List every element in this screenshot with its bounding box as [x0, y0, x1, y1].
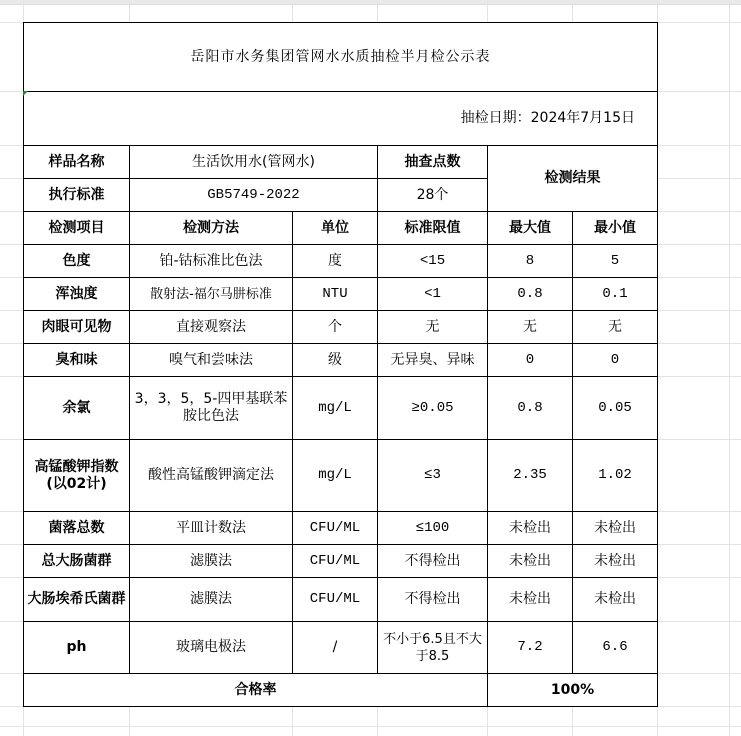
table-row: [24, 578, 658, 622]
cell-item[interactable]: 大肠埃希氏菌群: [24, 578, 130, 622]
table-row: [24, 245, 658, 278]
cell-limit[interactable]: 不得检出: [378, 545, 488, 578]
pass-rate-row: [24, 674, 658, 707]
cell-max[interactable]: 0: [488, 344, 573, 377]
cell-limit[interactable]: ≥0.05: [378, 377, 488, 440]
cell-unit[interactable]: CFU/ML: [293, 512, 378, 545]
cell-method[interactable]: 滤膜法: [130, 578, 293, 622]
pass-rate-value[interactable]: 100%: [488, 674, 658, 707]
sample-name-label[interactable]: 样品名称: [24, 146, 130, 179]
pass-rate-label[interactable]: 合格率: [24, 674, 488, 707]
cell-limit[interactable]: 无异臭、异味: [378, 344, 488, 377]
cell-min[interactable]: 0.1: [573, 278, 658, 311]
cell-min[interactable]: 0.05: [573, 377, 658, 440]
cell-unit[interactable]: CFU/ML: [293, 545, 378, 578]
column-header-item[interactable]: 检测项目: [24, 212, 130, 245]
table-row: [24, 440, 658, 512]
cell-limit[interactable]: ≤3: [378, 440, 488, 512]
cell-max[interactable]: 8: [488, 245, 573, 278]
table-row: [24, 545, 658, 578]
cell-limit[interactable]: <15: [378, 245, 488, 278]
column-header-method[interactable]: 检测方法: [130, 212, 293, 245]
cell-unit[interactable]: CFU/ML: [293, 578, 378, 622]
sample-points-label[interactable]: 抽查点数: [378, 146, 488, 179]
cell-limit[interactable]: 不得检出: [378, 578, 488, 622]
cell-max[interactable]: 2.35: [488, 440, 573, 512]
column-header-min[interactable]: 最小值: [573, 212, 658, 245]
cell-item[interactable]: 菌落总数: [24, 512, 130, 545]
cell-min[interactable]: 未检出: [573, 512, 658, 545]
cell-method[interactable]: 酸性高锰酸钾滴定法: [130, 440, 293, 512]
column-header-unit[interactable]: 单位: [293, 212, 378, 245]
cell-max[interactable]: 0.8: [488, 278, 573, 311]
cell-unit[interactable]: mg/L: [293, 440, 378, 512]
cell-unit[interactable]: 个: [293, 311, 378, 344]
cell-item[interactable]: 余氯: [24, 377, 130, 440]
cell-method[interactable]: 铂-钴标准比色法: [130, 245, 293, 278]
cell-limit[interactable]: 无: [378, 311, 488, 344]
cell-item[interactable]: ph: [24, 622, 130, 674]
cell-method[interactable]: 直接观察法: [130, 311, 293, 344]
table-row: [24, 311, 658, 344]
cell-max[interactable]: 无: [488, 311, 573, 344]
cell-limit[interactable]: <1: [378, 278, 488, 311]
grid-line: [729, 0, 730, 736]
column-header-limit[interactable]: 标准限值: [378, 212, 488, 245]
column-header-row: [24, 212, 658, 245]
cell-unit[interactable]: 级: [293, 344, 378, 377]
table-row: [24, 344, 658, 377]
table-row: [24, 377, 658, 440]
cell-comment-indicator-icon: [23, 91, 28, 96]
table-title: 岳阳市水务集团管网水水质抽检半月检公示表: [190, 48, 491, 65]
sample-points-value[interactable]: 28个: [378, 179, 488, 212]
table-title-cell[interactable]: [24, 23, 658, 92]
standard-value[interactable]: GB5749-2022: [130, 179, 378, 212]
cell-min[interactable]: 未检出: [573, 545, 658, 578]
cell-item[interactable]: 臭和味: [24, 344, 130, 377]
sample-name-value[interactable]: 生活饮用水(管网水): [130, 146, 378, 179]
cell-limit[interactable]: 不小于6.5且不大于8.5: [378, 622, 488, 674]
cell-max[interactable]: 未检出: [488, 545, 573, 578]
cell-unit[interactable]: /: [293, 622, 378, 674]
cell-item[interactable]: 浑浊度: [24, 278, 130, 311]
table-row: [24, 622, 658, 674]
cell-min[interactable]: 5: [573, 245, 658, 278]
cell-item[interactable]: 总大肠菌群: [24, 545, 130, 578]
cell-unit[interactable]: 度: [293, 245, 378, 278]
cell-min[interactable]: 未检出: [573, 578, 658, 622]
cell-max[interactable]: 未检出: [488, 578, 573, 622]
water-quality-table: [23, 22, 658, 707]
cell-item[interactable]: 色度: [24, 245, 130, 278]
column-header-max[interactable]: 最大值: [488, 212, 573, 245]
cell-max[interactable]: 未检出: [488, 512, 573, 545]
cell-max[interactable]: 0.8: [488, 377, 573, 440]
sheet-top-strip: [0, 0, 741, 5]
cell-unit[interactable]: mg/L: [293, 377, 378, 440]
inspection-date-cell[interactable]: [24, 92, 658, 146]
grid-line: [0, 726, 741, 727]
cell-method[interactable]: 散射法-福尔马肼标准: [130, 278, 293, 311]
inspection-date: 抽检日期：2024年7月15日: [460, 110, 635, 126]
cell-unit[interactable]: NTU: [293, 278, 378, 311]
cell-min[interactable]: 无: [573, 311, 658, 344]
cell-min[interactable]: 6.6: [573, 622, 658, 674]
cell-min[interactable]: 0: [573, 344, 658, 377]
table-row: [24, 512, 658, 545]
cell-max[interactable]: 7.2: [488, 622, 573, 674]
cell-method[interactable]: 滤膜法: [130, 545, 293, 578]
cell-method[interactable]: 3，3，5，5-四甲基联苯胺比色法: [130, 377, 293, 440]
cell-min[interactable]: 1.02: [573, 440, 658, 512]
cell-method[interactable]: 平皿计数法: [130, 512, 293, 545]
standard-label[interactable]: 执行标准: [24, 179, 130, 212]
cell-method[interactable]: 嗅气和尝味法: [130, 344, 293, 377]
cell-item[interactable]: 高锰酸钾指数(以02计): [24, 440, 130, 512]
results-header[interactable]: 检测结果: [488, 146, 658, 212]
cell-limit[interactable]: ≤100: [378, 512, 488, 545]
cell-item[interactable]: 肉眼可见物: [24, 311, 130, 344]
table-row: [24, 278, 658, 311]
cell-method[interactable]: 玻璃电极法: [130, 622, 293, 674]
